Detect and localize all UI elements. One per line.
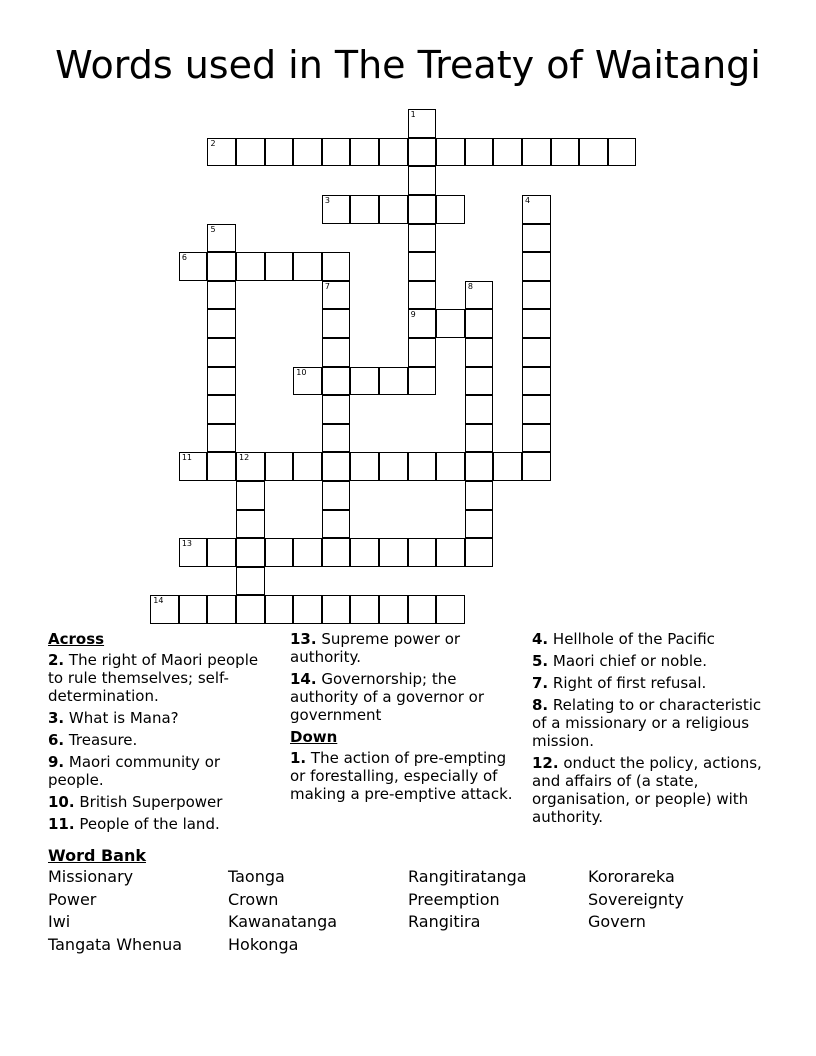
grid-cell[interactable]	[350, 195, 379, 224]
grid-cell[interactable]	[236, 567, 265, 596]
across-clue	[48, 753, 273, 789]
down-clue	[532, 674, 772, 692]
cell-number: 9	[410, 310, 416, 320]
grid-cell[interactable]	[293, 367, 322, 396]
grid-cell[interactable]	[522, 338, 551, 367]
clues-column-3	[532, 630, 772, 830]
grid-cell[interactable]	[465, 138, 494, 167]
grid-cell[interactable]	[236, 538, 265, 567]
grid-cell[interactable]	[522, 138, 551, 167]
grid-cell[interactable]	[579, 138, 608, 167]
grid-cell[interactable]	[408, 309, 437, 338]
grid-cell[interactable]	[408, 195, 437, 224]
clue-text: Hellhole of the Pacific	[552, 630, 715, 648]
grid-cell[interactable]	[522, 395, 551, 424]
word-bank-item: Missionary	[48, 867, 134, 886]
across-clue	[290, 670, 515, 724]
grid-cell[interactable]	[322, 338, 351, 367]
grid-cell[interactable]	[408, 595, 437, 624]
clue-number: 7.	[532, 674, 549, 692]
grid-cell[interactable]	[265, 538, 294, 567]
grid-cell[interactable]	[465, 510, 494, 539]
across-clue	[48, 709, 273, 727]
clue-number: 5.	[532, 652, 549, 670]
grid-cell[interactable]	[207, 395, 236, 424]
cell-number: 14	[153, 596, 164, 606]
grid-cell[interactable]	[379, 595, 408, 624]
grid-cell[interactable]	[236, 138, 265, 167]
word-bank-item: Rangitira	[408, 912, 481, 931]
grid-cell[interactable]	[379, 367, 408, 396]
across-clue	[48, 793, 273, 811]
clue-text: Relating to or characteristic of a missionary or a religious mission.	[532, 696, 762, 750]
clue-text: British Superpower	[79, 793, 223, 811]
grid-cell[interactable]	[265, 138, 294, 167]
clue-text: The right of Maori people to rule themselves; self-determination.	[48, 651, 259, 705]
word-bank-item: Iwi	[48, 912, 71, 931]
down-clue	[532, 696, 772, 750]
grid-cell[interactable]	[322, 252, 351, 281]
grid-cell[interactable]	[207, 281, 236, 310]
grid-cell[interactable]	[408, 138, 437, 167]
grid-cell[interactable]	[350, 595, 379, 624]
grid-cell[interactable]	[522, 195, 551, 224]
grid-cell[interactable]	[322, 538, 351, 567]
grid-cell[interactable]	[207, 309, 236, 338]
grid-cell[interactable]	[379, 195, 408, 224]
grid-cell[interactable]	[179, 595, 208, 624]
grid-cell[interactable]	[436, 138, 465, 167]
grid-cell[interactable]	[408, 252, 437, 281]
grid-cell[interactable]	[522, 367, 551, 396]
grid-cell[interactable]	[207, 224, 236, 253]
clue-number: 2.	[48, 651, 65, 669]
grid-cell[interactable]	[150, 595, 179, 624]
grid-cell[interactable]	[207, 424, 236, 453]
grid-cell[interactable]	[293, 595, 322, 624]
grid-cell[interactable]	[608, 138, 637, 167]
grid-cell[interactable]	[408, 367, 437, 396]
grid-cell[interactable]	[207, 338, 236, 367]
grid-cell[interactable]	[207, 538, 236, 567]
grid-cell[interactable]	[493, 138, 522, 167]
grid-cell[interactable]	[322, 452, 351, 481]
grid-cell[interactable]	[322, 481, 351, 510]
grid-cell[interactable]	[436, 309, 465, 338]
grid-cell[interactable]	[236, 452, 265, 481]
grid-cell[interactable]	[379, 538, 408, 567]
cell-number: 8	[467, 281, 473, 291]
grid-cell[interactable]	[465, 395, 494, 424]
grid-cell[interactable]	[322, 281, 351, 310]
down-clue	[532, 652, 772, 670]
cell-number: 13	[181, 539, 193, 549]
grid-cell[interactable]	[293, 452, 322, 481]
grid-cell[interactable]	[322, 510, 351, 539]
cell-number: 3	[324, 196, 330, 206]
grid-cell[interactable]	[465, 367, 494, 396]
word-bank-item: Sovereignty	[588, 889, 684, 909]
grid-cell[interactable]	[236, 481, 265, 510]
grid-cell[interactable]	[265, 252, 294, 281]
across-heading: Across	[48, 630, 105, 648]
clues-column-1	[48, 630, 273, 837]
clue-number: 11.	[48, 815, 75, 833]
word-bank-list	[48, 866, 768, 956]
page-title: Words used in The Treaty of Waitangi	[55, 43, 761, 87]
clue-number: 12.	[532, 754, 559, 772]
grid-cell[interactable]	[379, 452, 408, 481]
word-bank-heading: Word Bank	[48, 846, 147, 865]
grid-cell[interactable]	[408, 281, 437, 310]
cell-number: 10	[296, 367, 307, 377]
grid-cell[interactable]	[408, 166, 437, 195]
grid-cell[interactable]	[207, 367, 236, 396]
grid-cell[interactable]	[322, 595, 351, 624]
grid-cell[interactable]	[293, 138, 322, 167]
grid-cell[interactable]	[322, 195, 351, 224]
grid-cell[interactable]	[207, 595, 236, 624]
across-clue	[290, 630, 515, 666]
clue-number: 1.	[290, 749, 307, 767]
grid-cell[interactable]	[465, 538, 494, 567]
grid-cell[interactable]	[436, 195, 465, 224]
word-bank-item: Govern	[588, 912, 646, 931]
clue-text: The action of pre-empting or forestalling, especially of making a pre-emptive attack.	[290, 749, 513, 803]
grid-cell[interactable]	[465, 481, 494, 510]
word-bank-item: Rangitiratanga	[408, 867, 527, 886]
grid-cell[interactable]	[293, 538, 322, 567]
grid-cell[interactable]	[350, 138, 379, 167]
cell-number: 4	[525, 196, 531, 206]
grid-cell[interactable]	[465, 281, 494, 310]
grid-cell[interactable]	[408, 338, 437, 367]
cell-number: 2	[210, 138, 216, 148]
grid-cell[interactable]	[350, 367, 379, 396]
grid-cell[interactable]	[408, 538, 437, 567]
clue-number: 8.	[532, 696, 549, 714]
cell-number: 7	[324, 281, 330, 291]
grid-cell[interactable]	[293, 252, 322, 281]
down-clue	[532, 630, 772, 648]
grid-cell[interactable]	[522, 452, 551, 481]
grid-cell[interactable]	[350, 538, 379, 567]
grid-cell[interactable]	[493, 452, 522, 481]
clue-number: 10.	[48, 793, 75, 811]
grid-cell[interactable]	[179, 252, 208, 281]
cell-number: 6	[181, 253, 187, 263]
word-bank-item: Preemption	[408, 889, 500, 909]
grid-cell[interactable]	[265, 595, 294, 624]
across-clue	[48, 651, 273, 705]
clue-text: Maori community or people.	[48, 753, 221, 789]
grid-cell[interactable]	[322, 367, 351, 396]
grid-cell[interactable]	[322, 424, 351, 453]
clue-text: Governorship; the authority of a governor or government	[290, 670, 484, 724]
grid-cell[interactable]	[265, 452, 294, 481]
word-bank-item: Kawanatanga	[228, 912, 338, 931]
grid-cell[interactable]	[322, 138, 351, 167]
grid-cell[interactable]	[522, 424, 551, 453]
word-bank	[48, 846, 768, 956]
grid-cell[interactable]	[436, 538, 465, 567]
clue-text: Supreme power or authority.	[290, 630, 461, 666]
word-bank-item: Crown	[228, 889, 279, 909]
clue-number: 6.	[48, 731, 65, 749]
grid-cell[interactable]	[408, 224, 437, 253]
grid-cell[interactable]	[179, 452, 208, 481]
grid-cell[interactable]	[436, 595, 465, 624]
word-bank-item: Hokonga	[228, 934, 299, 954]
cell-number: 5	[210, 224, 216, 234]
grid-cell[interactable]	[522, 224, 551, 253]
grid-cell[interactable]	[236, 595, 265, 624]
grid-cell[interactable]	[207, 452, 236, 481]
word-bank-item: Kororareka	[588, 867, 675, 886]
grid-cell[interactable]	[350, 452, 379, 481]
across-clue	[48, 815, 273, 833]
clue-text: Treasure.	[68, 731, 138, 749]
grid-cell[interactable]	[408, 109, 437, 138]
clue-number: 9.	[48, 753, 65, 771]
cell-number: 1	[410, 110, 416, 120]
grid-cell[interactable]	[322, 395, 351, 424]
grid-cell[interactable]	[408, 452, 437, 481]
clue-text: Maori chief or noble.	[552, 652, 708, 670]
word-bank-item: Taonga	[228, 867, 285, 886]
grid-cell[interactable]	[465, 309, 494, 338]
word-bank-item: Power	[48, 889, 97, 909]
grid-cell[interactable]	[465, 452, 494, 481]
grid-cell[interactable]	[436, 452, 465, 481]
grid-cell[interactable]	[522, 281, 551, 310]
clue-number: 4.	[532, 630, 549, 648]
down-clue	[532, 754, 772, 826]
grid-cell[interactable]	[322, 309, 351, 338]
grid-cell[interactable]	[236, 510, 265, 539]
grid-cell[interactable]	[236, 252, 265, 281]
clue-number: 13.	[290, 630, 317, 648]
clue-text: People of the land.	[79, 815, 220, 833]
clues-column-2	[290, 630, 515, 807]
down-clue	[290, 749, 515, 803]
clue-number: 14.	[290, 670, 317, 688]
clue-text: Right of first refusal.	[552, 674, 707, 692]
grid-cell[interactable]	[179, 538, 208, 567]
grid-cell[interactable]	[522, 309, 551, 338]
word-bank-item: Tangata Whenua	[48, 934, 183, 954]
clue-text: onduct the policy, actions, and affairs of (a state, organisation, or people) with authority.	[532, 754, 762, 826]
across-clue	[48, 731, 273, 749]
grid-cell[interactable]	[207, 252, 236, 281]
grid-cell[interactable]	[379, 138, 408, 167]
grid-cell[interactable]	[465, 338, 494, 367]
grid-cell[interactable]	[207, 138, 236, 167]
down-heading: Down	[290, 728, 338, 746]
grid-cell[interactable]	[522, 252, 551, 281]
cell-number: 11	[181, 453, 193, 463]
clue-text: What is Mana?	[68, 709, 179, 727]
cell-number: 12	[239, 453, 250, 463]
clue-number: 3.	[48, 709, 65, 727]
grid-cell[interactable]	[465, 424, 494, 453]
grid-cell[interactable]	[551, 138, 580, 167]
